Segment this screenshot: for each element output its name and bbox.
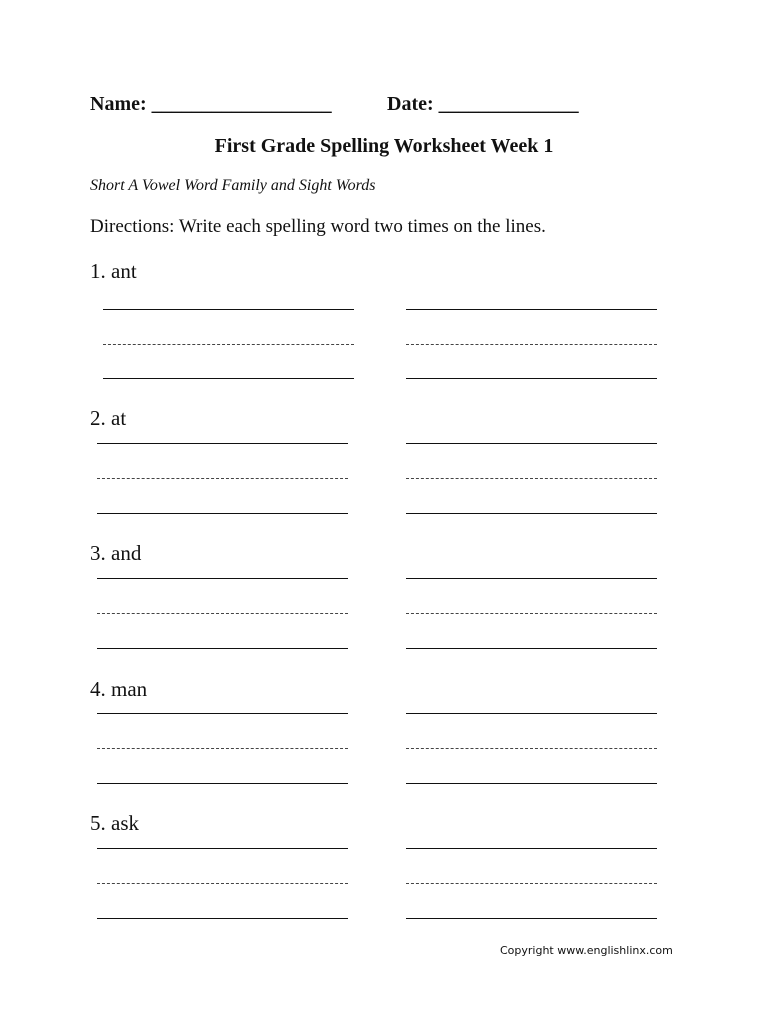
writing-line-mid: [97, 883, 348, 884]
writing-line-top: [97, 848, 348, 849]
writing-line-bottom: [406, 648, 657, 649]
writing-line-top: [406, 713, 657, 714]
spelling-word: 2. at: [90, 406, 127, 430]
worksheet-subtitle: Short A Vowel Word Family and Sight Words: [90, 177, 376, 194]
writing-line-bottom: [103, 378, 354, 379]
writing-line-bottom: [97, 918, 348, 919]
writing-line-mid: [97, 478, 348, 479]
writing-line-bottom: [97, 513, 348, 514]
writing-line-mid: [103, 344, 354, 345]
writing-line-bottom: [97, 648, 348, 649]
writing-line-bottom: [406, 783, 657, 784]
writing-line-bottom: [406, 378, 657, 379]
writing-line-bottom: [406, 918, 657, 919]
writing-line-top: [97, 443, 348, 444]
directions-text: Directions: Write each spelling word two times on the lines.: [90, 216, 546, 237]
name-field-label: Name: __________________: [90, 93, 332, 115]
writing-line-top: [103, 309, 354, 310]
writing-line-top: [406, 443, 657, 444]
writing-line-mid: [406, 748, 657, 749]
writing-line-top: [406, 848, 657, 849]
spelling-word: 3. and: [90, 541, 142, 565]
writing-line-bottom: [97, 783, 348, 784]
spelling-word: 1. ant: [90, 259, 137, 283]
writing-line-mid: [406, 344, 657, 345]
writing-line-mid: [97, 748, 348, 749]
writing-line-top: [406, 578, 657, 579]
writing-line-top: [406, 309, 657, 310]
writing-line-top: [97, 578, 348, 579]
worksheet-title: First Grade Spelling Worksheet Week 1: [214, 135, 554, 157]
writing-line-mid: [406, 478, 657, 479]
writing-line-bottom: [406, 513, 657, 514]
name-date-row: [90, 92, 579, 116]
date-field-label: Date: ______________: [387, 93, 579, 115]
writing-line-mid: [406, 613, 657, 614]
writing-line-top: [97, 713, 348, 714]
spelling-word: 4. man: [90, 677, 148, 701]
spelling-word: 5. ask: [90, 811, 139, 835]
copyright-notice: Copyright www.englishlinx.com: [500, 944, 673, 957]
writing-line-mid: [97, 613, 348, 614]
writing-line-mid: [406, 883, 657, 884]
